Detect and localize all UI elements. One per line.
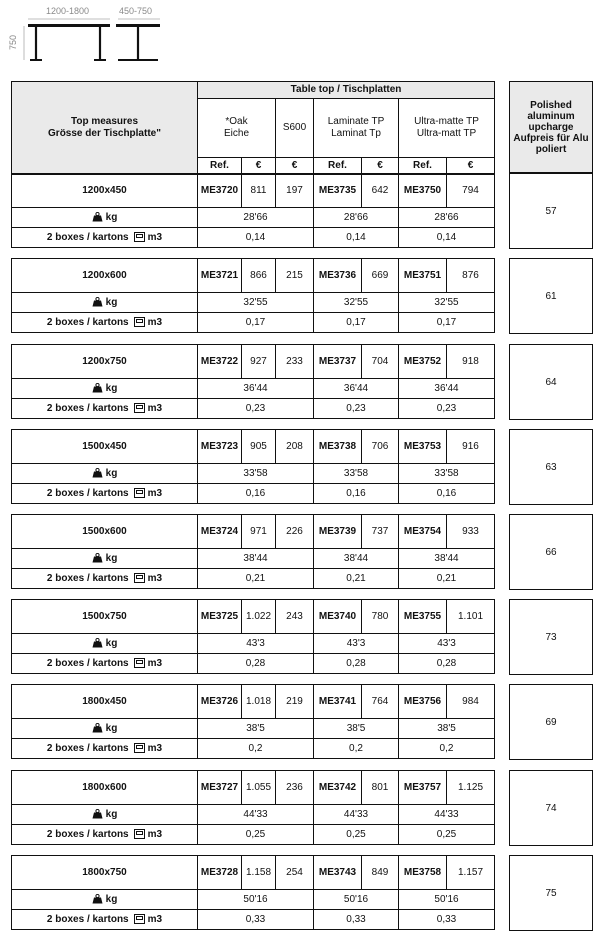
ultra-volume: 0,2 <box>399 739 495 759</box>
ultra-weight: 50'16 <box>399 890 495 910</box>
polished-aluminum-header <box>509 81 593 173</box>
ultra-volume: 0,25 <box>399 825 495 845</box>
oak-weight: 36'44 <box>198 379 314 399</box>
oak-price: 866 <box>242 259 276 293</box>
oak-weight: 44'33 <box>198 805 314 825</box>
laminate-volume: 0,21 <box>314 569 399 589</box>
laminate-price: 849 <box>362 856 399 890</box>
polished-aluminum-upcharge <box>509 599 593 675</box>
volume-label-cell <box>12 739 198 759</box>
volume-label-cell <box>12 399 198 419</box>
ultra-price-header: € <box>447 158 495 175</box>
ultra-price: 918 <box>447 345 495 379</box>
kg-label: kg <box>105 552 118 564</box>
upcharge-value: 73 <box>545 631 557 643</box>
m3-label: m3 <box>147 572 163 584</box>
polished-aluminum-upcharge <box>509 344 593 420</box>
kg-label: kg <box>105 211 118 223</box>
volume-label-cell <box>12 654 198 674</box>
ultra-volume: 0,14 <box>399 228 495 248</box>
ultra-weight: 33'58 <box>399 464 495 484</box>
ultra-ref: ME3753 <box>399 430 447 464</box>
size-block-1800x750 <box>11 855 495 930</box>
oak-weight: 32'55 <box>198 293 314 313</box>
ultra-weight: 32'55 <box>399 293 495 313</box>
ultra-price: 933 <box>447 515 495 549</box>
kg-label: kg <box>105 467 118 479</box>
ultra-ref: ME3750 <box>399 174 447 208</box>
s600-price: 219 <box>276 685 314 719</box>
box-icon <box>134 488 145 498</box>
kg-label: kg <box>105 808 118 820</box>
polished-aluminum-upcharge <box>509 855 593 931</box>
table-dimension-diagram <box>0 0 170 80</box>
laminate-ref: ME3740 <box>314 600 362 634</box>
laminate-weight: 33'58 <box>314 464 399 484</box>
m3-label: m3 <box>147 402 163 414</box>
size-label: 1200x450 <box>12 174 198 208</box>
oak-ref: ME3722 <box>198 345 242 379</box>
s600-price: 236 <box>276 771 314 805</box>
laminate-volume: 0,23 <box>314 399 399 419</box>
ultra-ref: ME3755 <box>399 600 447 634</box>
top-measures-en: Top measures <box>70 116 139 127</box>
polished-aluminum-label: Polished aluminum upcharge Aufpreis für Alu poliert <box>513 99 589 155</box>
polished-aluminum-upcharge <box>509 684 593 760</box>
ultra-price: 794 <box>447 174 495 208</box>
ultra-volume: 0,33 <box>399 910 495 930</box>
oak-volume: 0,17 <box>198 313 314 333</box>
ultra-weight: 38'5 <box>399 719 495 739</box>
laminate-weight: 38'5 <box>314 719 399 739</box>
oak-volume: 0,16 <box>198 484 314 504</box>
ultra-volume: 0,17 <box>399 313 495 333</box>
oak-volume: 0,25 <box>198 825 314 845</box>
ultra-matte-header-de: Ultra-matt TP <box>416 128 477 139</box>
oak-weight: 43'3 <box>198 634 314 654</box>
oak-weight: 38'5 <box>198 719 314 739</box>
volume-label-cell <box>12 569 198 589</box>
oak-volume: 0,33 <box>198 910 314 930</box>
oak-header-de: Eiche <box>223 128 249 139</box>
weight-label-cell <box>12 379 198 399</box>
polished-aluminum-upcharge <box>509 429 593 505</box>
header-block <box>11 81 495 175</box>
laminate-volume: 0,2 <box>314 739 399 759</box>
size-label: 1800x450 <box>12 685 198 719</box>
size-label: 1800x750 <box>12 856 198 890</box>
volume-label-cell <box>12 910 198 930</box>
size-label: 1500x750 <box>12 600 198 634</box>
ultra-volume: 0,21 <box>399 569 495 589</box>
size-label: 1200x750 <box>12 345 198 379</box>
polished-aluminum-upcharge <box>509 258 593 334</box>
s600-price-header: € <box>276 158 314 175</box>
ultra-weight: 38'44 <box>399 549 495 569</box>
box-icon <box>134 658 145 668</box>
oak-weight: 33'58 <box>198 464 314 484</box>
ultra-matte-header-en: Ultra-matte TP <box>414 116 479 127</box>
s600-price: 233 <box>276 345 314 379</box>
weight-icon <box>92 468 103 478</box>
oak-header <box>198 99 276 158</box>
laminate-price: 780 <box>362 600 399 634</box>
upcharge-value: 63 <box>545 461 557 473</box>
oak-header-en: *Oak <box>225 116 248 127</box>
laminate-price: 669 <box>362 259 399 293</box>
boxes-label: 2 boxes / kartons <box>46 828 129 840</box>
boxes-label: 2 boxes / kartons <box>46 231 129 243</box>
laminate-price: 706 <box>362 430 399 464</box>
m3-label: m3 <box>147 657 163 669</box>
polished-aluminum-upcharge <box>509 514 593 590</box>
size-block-1500x750 <box>11 599 495 674</box>
box-icon <box>134 914 145 924</box>
laminate-weight: 28'66 <box>314 208 399 228</box>
laminate-price: 801 <box>362 771 399 805</box>
upcharge-value: 57 <box>545 205 557 217</box>
ultra-price: 1.125 <box>447 771 495 805</box>
size-block-1800x450 <box>11 684 495 759</box>
laminate-volume: 0,14 <box>314 228 399 248</box>
laminate-header-de: Laminat Tp <box>331 128 381 139</box>
size-block-1500x600 <box>11 514 495 589</box>
boxes-label: 2 boxes / kartons <box>46 572 129 584</box>
laminate-weight: 50'16 <box>314 890 399 910</box>
kg-label: kg <box>105 382 118 394</box>
depth-range-label: 450-750 <box>119 6 153 16</box>
weight-icon <box>92 553 103 563</box>
size-block-1200x450 <box>11 173 495 248</box>
laminate-ref: ME3741 <box>314 685 362 719</box>
size-label: 1500x450 <box>12 430 198 464</box>
upcharge-value: 66 <box>545 546 557 558</box>
oak-weight: 28'66 <box>198 208 314 228</box>
laminate-price: 642 <box>362 174 399 208</box>
upcharge-value: 64 <box>545 376 557 388</box>
ultra-weight: 36'44 <box>399 379 495 399</box>
ultra-price: 1.157 <box>447 856 495 890</box>
size-label: 1200x600 <box>12 259 198 293</box>
upcharge-value: 75 <box>545 887 557 899</box>
laminate-ref: ME3739 <box>314 515 362 549</box>
ultra-ref: ME3751 <box>399 259 447 293</box>
width-range-label: 1200-1800 <box>46 6 90 16</box>
s600-price: 208 <box>276 430 314 464</box>
laminate-ref-header: Ref. <box>314 158 362 175</box>
m3-label: m3 <box>147 231 163 243</box>
weight-label-cell <box>12 719 198 739</box>
weight-icon <box>92 638 103 648</box>
oak-weight: 50'16 <box>198 890 314 910</box>
ultra-ref: ME3758 <box>399 856 447 890</box>
s600-price: 215 <box>276 259 314 293</box>
weight-label-cell <box>12 805 198 825</box>
kg-label: kg <box>105 722 118 734</box>
boxes-label: 2 boxes / kartons <box>46 742 129 754</box>
box-icon <box>134 232 145 242</box>
table-top-header: Table top / Tischplatten <box>198 82 495 99</box>
laminate-ref: ME3737 <box>314 345 362 379</box>
ultra-volume: 0,23 <box>399 399 495 419</box>
upcharge-value: 74 <box>545 802 557 814</box>
weight-icon <box>92 383 103 393</box>
oak-ref: ME3723 <box>198 430 242 464</box>
oak-ref: ME3724 <box>198 515 242 549</box>
ultra-volume: 0,28 <box>399 654 495 674</box>
box-icon <box>134 829 145 839</box>
box-icon <box>134 317 145 327</box>
s600-header: S600 <box>276 99 314 158</box>
box-icon <box>134 573 145 583</box>
oak-ref: ME3721 <box>198 259 242 293</box>
volume-label-cell <box>12 484 198 504</box>
oak-volume: 0,21 <box>198 569 314 589</box>
height-label: 750 <box>8 34 18 50</box>
laminate-ref: ME3743 <box>314 856 362 890</box>
laminate-weight: 32'55 <box>314 293 399 313</box>
polished-aluminum-upcharge <box>509 770 593 846</box>
laminate-ref: ME3736 <box>314 259 362 293</box>
oak-ref: ME3725 <box>198 600 242 634</box>
oak-ref: ME3728 <box>198 856 242 890</box>
laminate-volume: 0,16 <box>314 484 399 504</box>
oak-volume: 0,23 <box>198 399 314 419</box>
s600-price: 254 <box>276 856 314 890</box>
m3-label: m3 <box>147 487 163 499</box>
oak-price: 811 <box>242 174 276 208</box>
laminate-volume: 0,33 <box>314 910 399 930</box>
laminate-volume: 0,17 <box>314 313 399 333</box>
ultra-ref: ME3757 <box>399 771 447 805</box>
size-block-1200x750 <box>11 344 495 419</box>
ultra-weight: 43'3 <box>399 634 495 654</box>
volume-label-cell <box>12 825 198 845</box>
boxes-label: 2 boxes / kartons <box>46 657 129 669</box>
laminate-header <box>314 99 399 158</box>
boxes-label: 2 boxes / kartons <box>46 316 129 328</box>
size-label: 1500x600 <box>12 515 198 549</box>
oak-ref: ME3726 <box>198 685 242 719</box>
ultra-price: 876 <box>447 259 495 293</box>
kg-label: kg <box>105 637 118 649</box>
size-block-1800x600 <box>11 770 495 845</box>
polished-aluminum-upcharge <box>509 173 593 249</box>
oak-price: 1.158 <box>242 856 276 890</box>
boxes-label: 2 boxes / kartons <box>46 402 129 414</box>
weight-label-cell <box>12 890 198 910</box>
m3-label: m3 <box>147 913 163 925</box>
oak-price: 905 <box>242 430 276 464</box>
upcharge-value: 69 <box>545 716 557 728</box>
boxes-label: 2 boxes / kartons <box>46 913 129 925</box>
laminate-weight: 36'44 <box>314 379 399 399</box>
laminate-price: 737 <box>362 515 399 549</box>
ultra-weight: 44'33 <box>399 805 495 825</box>
kg-label: kg <box>105 893 118 905</box>
laminate-weight: 38'44 <box>314 549 399 569</box>
weight-label-cell <box>12 549 198 569</box>
top-measures-de: Grösse der Tischplatte" <box>48 128 161 139</box>
weight-label-cell <box>12 634 198 654</box>
laminate-price: 764 <box>362 685 399 719</box>
volume-label-cell <box>12 313 198 333</box>
laminate-header-en: Laminate TP <box>327 116 385 127</box>
weight-icon <box>92 212 103 222</box>
s600-price: 243 <box>276 600 314 634</box>
m3-label: m3 <box>147 316 163 328</box>
oak-volume: 0,28 <box>198 654 314 674</box>
oak-price-header: € <box>242 158 276 175</box>
upcharge-value: 61 <box>545 290 557 302</box>
ultra-ref-header: Ref. <box>399 158 447 175</box>
oak-ref-header: Ref. <box>198 158 242 175</box>
weight-label-cell <box>12 464 198 484</box>
weight-label-cell <box>12 208 198 228</box>
oak-volume: 0,2 <box>198 739 314 759</box>
oak-ref: ME3720 <box>198 174 242 208</box>
oak-price: 1.022 <box>242 600 276 634</box>
kg-label: kg <box>105 296 118 308</box>
boxes-label: 2 boxes / kartons <box>46 487 129 499</box>
ultra-volume: 0,16 <box>399 484 495 504</box>
ultra-price: 984 <box>447 685 495 719</box>
oak-price: 1.055 <box>242 771 276 805</box>
laminate-price: 704 <box>362 345 399 379</box>
weight-icon <box>92 894 103 904</box>
top-measures-header <box>12 82 198 175</box>
laminate-price-header: € <box>362 158 399 175</box>
oak-price: 971 <box>242 515 276 549</box>
laminate-volume: 0,25 <box>314 825 399 845</box>
laminate-ref: ME3735 <box>314 174 362 208</box>
size-label: 1800x600 <box>12 771 198 805</box>
weight-icon <box>92 809 103 819</box>
ultra-price: 916 <box>447 430 495 464</box>
ultra-ref: ME3752 <box>399 345 447 379</box>
weight-icon <box>92 723 103 733</box>
box-icon <box>134 743 145 753</box>
ultra-ref: ME3754 <box>399 515 447 549</box>
oak-price: 1.018 <box>242 685 276 719</box>
laminate-weight: 44'33 <box>314 805 399 825</box>
ultra-matte-header <box>399 99 495 158</box>
s600-price: 226 <box>276 515 314 549</box>
ultra-price: 1.101 <box>447 600 495 634</box>
size-block-1200x600 <box>11 258 495 333</box>
weight-label-cell <box>12 293 198 313</box>
ultra-ref: ME3756 <box>399 685 447 719</box>
oak-ref: ME3727 <box>198 771 242 805</box>
oak-weight: 38'44 <box>198 549 314 569</box>
m3-label: m3 <box>147 742 163 754</box>
size-block-1500x450 <box>11 429 495 504</box>
oak-volume: 0,14 <box>198 228 314 248</box>
m3-label: m3 <box>147 828 163 840</box>
laminate-ref: ME3742 <box>314 771 362 805</box>
s600-price: 197 <box>276 174 314 208</box>
laminate-volume: 0,28 <box>314 654 399 674</box>
ultra-weight: 28'66 <box>399 208 495 228</box>
laminate-weight: 43'3 <box>314 634 399 654</box>
weight-icon <box>92 297 103 307</box>
laminate-ref: ME3738 <box>314 430 362 464</box>
volume-label-cell <box>12 228 198 248</box>
box-icon <box>134 403 145 413</box>
oak-price: 927 <box>242 345 276 379</box>
